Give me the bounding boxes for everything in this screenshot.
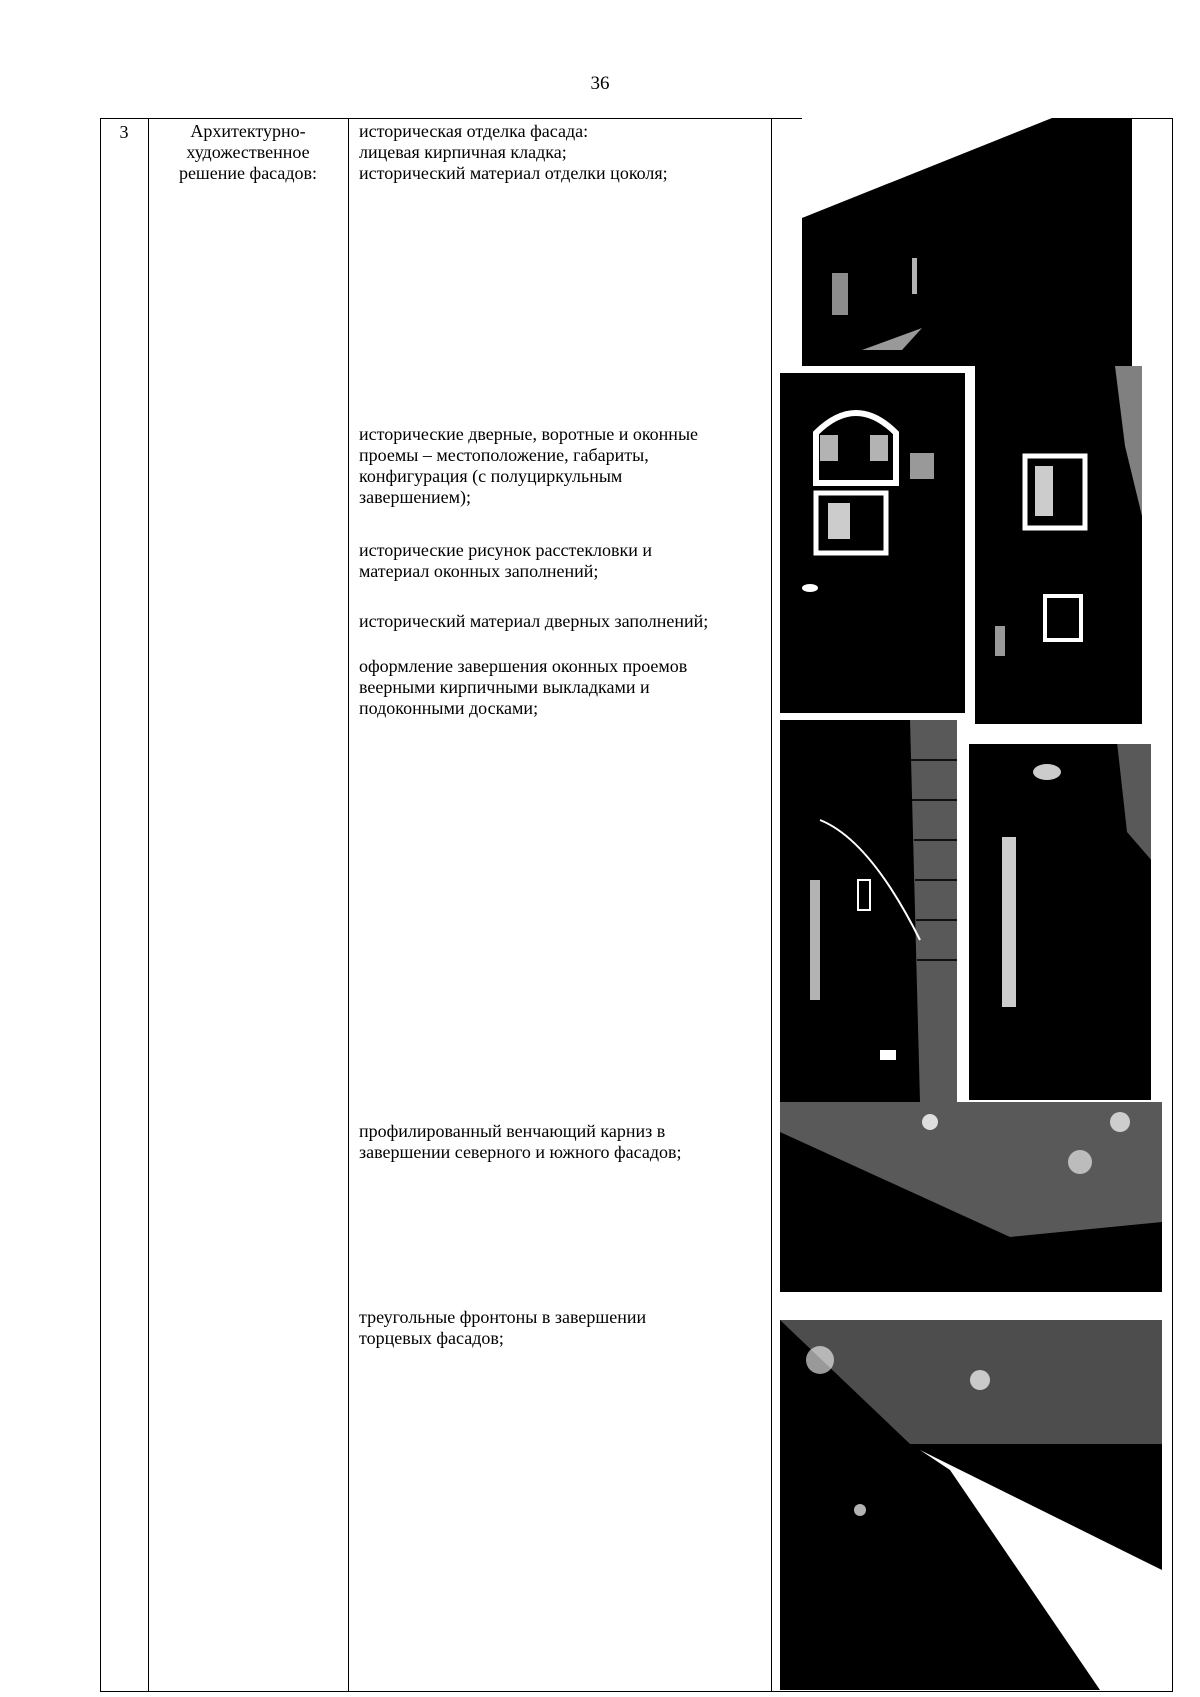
item-window-heads xyxy=(359,656,769,719)
item-line: оформление завершения оконных проемов xyxy=(359,656,688,676)
element-name-line: Архитектурно- xyxy=(190,121,306,141)
item-line: лицевая кирпичная кладка; xyxy=(359,142,567,162)
item-line: проемы – местоположение, габариты, xyxy=(359,445,649,465)
page-number: 36 xyxy=(590,73,610,94)
item-line: профилированный венчающий карниз в xyxy=(359,1121,666,1141)
item-line: завершением); xyxy=(359,487,471,507)
item-line: конфигурация (с полуциркульным xyxy=(359,466,623,486)
item-glazing xyxy=(359,540,769,582)
item-line: исторический материал отделки цоколя; xyxy=(359,163,668,183)
item-line: материал оконных заполнений; xyxy=(359,561,599,581)
element-name-cell xyxy=(148,121,348,184)
item-line: треугольные фронтоны в завершении xyxy=(359,1307,647,1327)
item-line: завершении северного и южного фасадов; xyxy=(359,1142,682,1162)
item-line: исторические дверные, воротные и оконные xyxy=(359,424,699,444)
element-name-line: решение фасадов: xyxy=(178,163,318,183)
item-line: исторический материал дверных заполнений; xyxy=(359,611,709,631)
photo-door xyxy=(967,742,1153,1102)
photo-arched-windows xyxy=(780,373,965,713)
item-facade-finish xyxy=(359,121,769,184)
photo-facade-brickwork xyxy=(802,118,1132,366)
item-openings xyxy=(359,424,769,508)
item-door-fillings xyxy=(359,611,769,632)
item-line: торцевых фасадов; xyxy=(359,1328,504,1348)
column-divider-name xyxy=(348,118,349,1692)
column-divider-number xyxy=(148,118,149,1692)
element-name-line: художественное xyxy=(186,142,310,162)
column-divider-photos xyxy=(771,118,772,1692)
photo-pediment xyxy=(780,1320,1162,1690)
item-cornice xyxy=(359,1121,769,1163)
item-line: историческая отделка фасада: xyxy=(359,121,589,141)
row-number: 3 xyxy=(119,122,129,142)
item-line: исторические рисунок расстекловки и xyxy=(359,540,653,560)
item-line: подоконными досками; xyxy=(359,698,539,718)
photo-cornice xyxy=(780,1102,1162,1292)
item-pediments xyxy=(359,1307,769,1349)
photo-brick-corner xyxy=(780,720,957,1102)
item-line: веерными кирпичными выкладками и xyxy=(359,677,650,697)
photo-window-frames xyxy=(975,366,1142,724)
